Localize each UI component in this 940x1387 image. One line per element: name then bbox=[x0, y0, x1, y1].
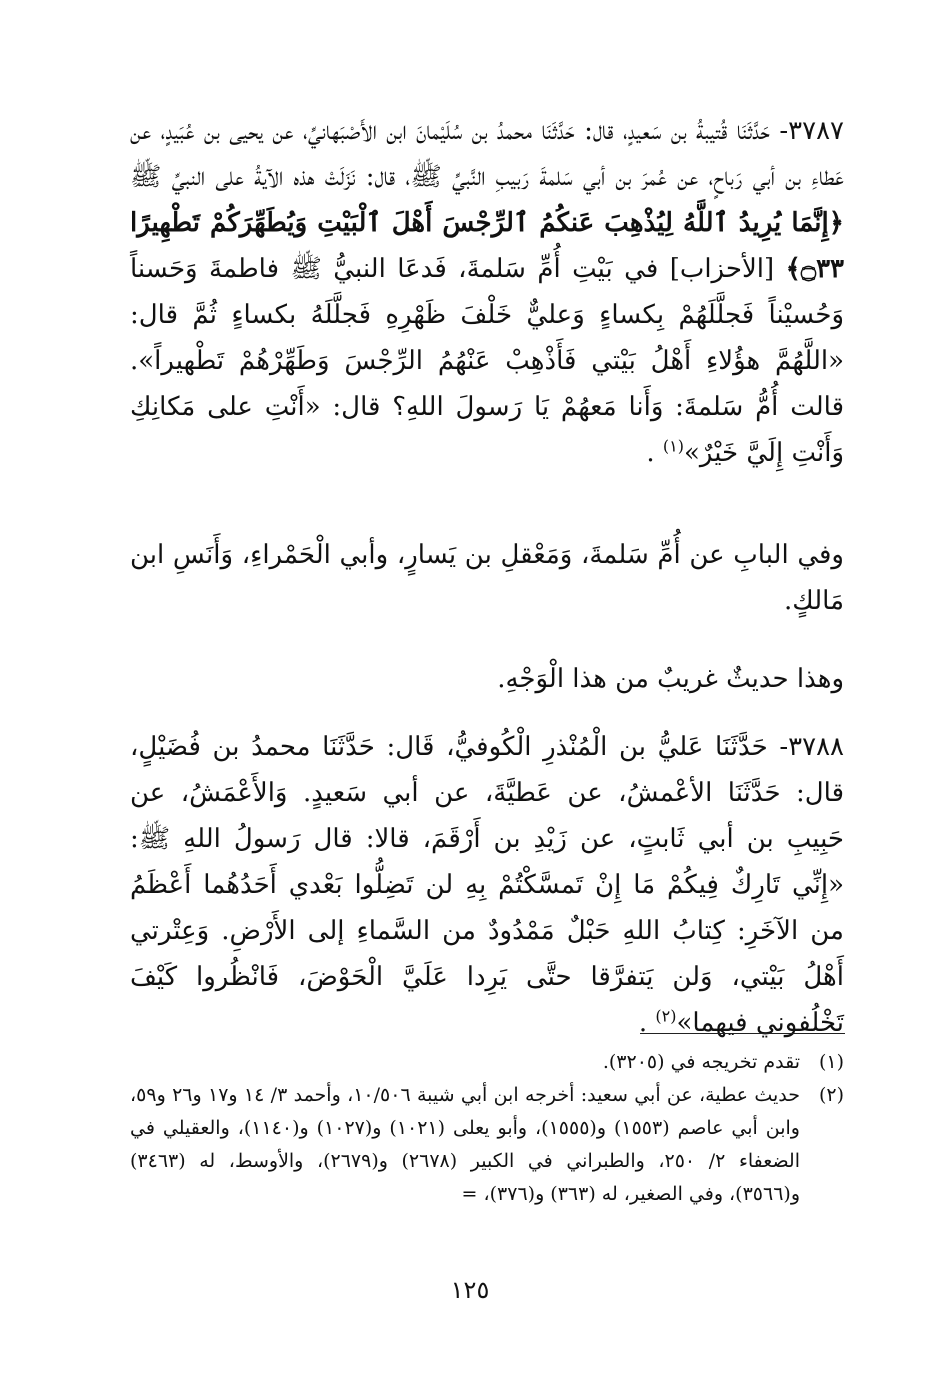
page-number: ١٢٥ bbox=[450, 1276, 490, 1304]
hadith-3787-continuation: [الأحزاب] في بَيْتِ أُمِّ سَلمةَ، فَدعَا النبيُّ ﷺ فاطمةَ وَحَسناً وَحُسيْناً فَجلَّلَهُمْ بِكساءٍ وَعليٌّ خَلْفَ ظَهْرِهِ فَجلَّلَهُ بكساءٍ ثُمَّ قال: «اللَّهُمَّ هؤُلاءِ أَهْلُ بَيْتي فَأَذْهِبْ عَنْهُمُ الرِّجْسَ وَطَهِّرْهُمْ تَطْهيراً». قالت أُمُّ سَلمةَ: وَأَنا مَعهُمْ يَا رَسولَ اللهِ؟ قال: «أَنْتِ على مَكانِكِ وَأَنْتِ إِلَيَّ خَيْرٌ» bbox=[130, 254, 844, 468]
hadith-3787-text: ٣٧٨٧- حَدَّثَنَا قُتيبةُ بن سَعيدٍ، قال: حَدَّثَنَا محمدُ بن سُلَيْمانَ ابن الأَصْبَهانيِّ، عن يحيى بن عُبَيدٍ، عن عَطاءِ بن أبي رَباحٍ، عن عُمرَ بن أبي سَلمةَ رَبيبِ النَّبيِّ ﷺ، قال: نَزَلَتْ هذه الآيةُ على النبيِّ ﷺ bbox=[130, 116, 844, 192]
bab-paragraph: وفي البابِ عن أُمِّ سَلمةَ، وَمَعْقلِ بن يَسارٍ، وأبي الْحَمْراءِ، وَأَنَسِ ابن مَالكٍ. bbox=[130, 540, 844, 616]
footnote-text: تقدم تخريجه في (٣٢٠٥). bbox=[602, 1051, 800, 1073]
footnotes-section bbox=[130, 1046, 844, 1211]
footnote-text: حديث عطية، عن أبي سعيد: أخرجه ابن أبي شيبة ١٠/٥٠٦، وأحمد ٣/ ١٤ و١٧ و٢٦ و٥٩، وابن أبي عاصم (١٥٥٣) و(١٥٥٥)، وأبو يعلى (١٠٢١) و(١٠٢٧) و(١١٤٠)، والعقيلي في الضعفاء ٢/ ٢٥٠، والطبراني في الكبير (٢٦٧٨) و(٢٦٧٩)، والأوسط، له (٣٤٦٣) و(٣٥٦٦)، وفي الصغير، له (٣٦٣) و(٣٧٦)، = bbox=[130, 1084, 801, 1205]
footnote-2 bbox=[130, 1079, 844, 1211]
footnote-1 bbox=[130, 1046, 844, 1079]
hadith-3787-end: . bbox=[646, 438, 663, 468]
hadith-3788-text: ٣٧٨٨- حَدَّثَنَا عَليُّ بن الْمُنْذرِ الْكُوفيُّ، قَال: حَدَّثَنَا محمدُ بن فُضَيْلٍ، قال: حَدَّثَنَا الأعْمشُ، عن عَطيَّةَ، عن أبي سَعيدٍ. وَالأَعْمَشُ، عن حَبِيبِ بن أبي ثَابتٍ، عن زَيْدِ بن أَرْقَمَ، قالا: قال رَسولُ اللهِ ﷺ: «إِنِّي تَارِكٌ فِيكُمْ مَا إِنْ تَمسَّكْتُمْ بِهِ لن تَضِلُّوا بَعْدي أَحَدُهُما أَعْظَمُ من الآخَرِ: كِتابُ اللهِ حَبْلٌ مَمْدُودٌ من السَّماءِ إلى الأَرْضِ. وَعِتْرتي أَهْلُ بَيْتي، وَلن يَتفرَّقا حتَّى يَرِدا عَلَيَّ الْحَوْضَ، فَانْظُروا كَيْفَ تَخْلُفوني فيهما» bbox=[130, 732, 844, 1038]
quran-verse: ﴿إِنَّمَا يُرِيدُ ٱللَّهُ لِيُذْهِبَ عَنكُمُ ٱلرِّجْسَ أَهْلَ ٱلْبَيْتِ وَيُطَهِّرَكُمْ تَطْهِيرًا ۝٣٣﴾ bbox=[130, 208, 844, 284]
grading-paragraph: وهذا حديثٌ غريبٌ من هذا الْوَجْهِ. bbox=[497, 664, 844, 694]
footnote-number: (١) bbox=[818, 1051, 844, 1073]
footnote-marker-2[interactable]: (٢) bbox=[655, 1006, 677, 1026]
hadith-3788-end: . bbox=[638, 1008, 656, 1038]
footnote-number: (٢) bbox=[818, 1084, 844, 1106]
hadith-3788 bbox=[130, 724, 844, 1046]
footnote-marker-1[interactable]: (١) bbox=[662, 436, 684, 456]
hadith-3787 bbox=[130, 108, 844, 476]
footnote-divider bbox=[640, 1033, 845, 1034]
